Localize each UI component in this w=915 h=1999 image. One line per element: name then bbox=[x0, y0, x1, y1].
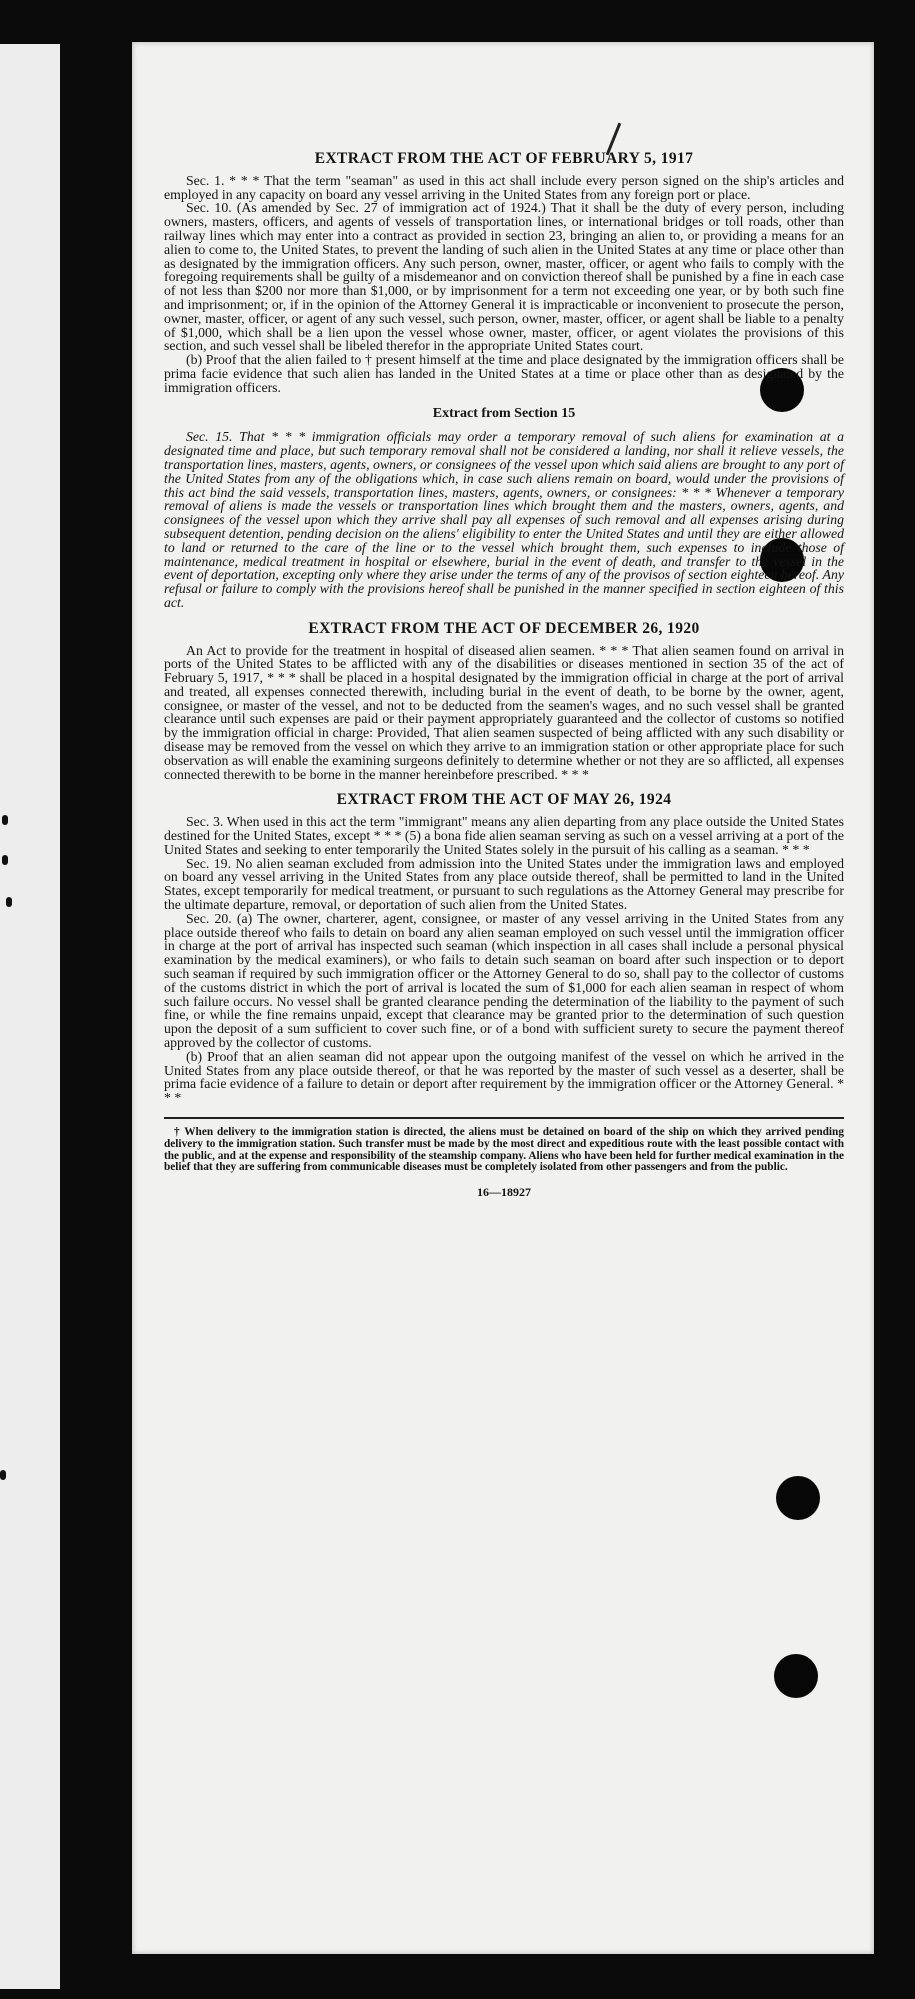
edge-mark bbox=[2, 815, 8, 825]
footnote-divider bbox=[164, 1117, 844, 1119]
paragraph-sec-20-b: (b) Proof that an alien seaman did not appear upon the outgoing manifest of the vessel on which he arrived in the United States from any place outside thereof, or that he was reported by the master of such vessel as a deserter, shall be prima facie evidence of a failure to detain or deport after requirement by the immigration officer or the Attorney General. * * * bbox=[164, 1048, 844, 1106]
document-text bbox=[164, 152, 844, 1200]
section-15-body bbox=[164, 430, 844, 609]
footnote bbox=[164, 1127, 844, 1174]
scanned-document-page bbox=[132, 42, 874, 1954]
paragraph-sec-19: Sec. 19. No alien seaman excluded from admission into the United States under the immigration laws and employed on board any vessel arriving in the United States from any place outside thereof, shall be permitted to land in the United States, except temporarily for medical treatment, or pursuant to such regulations as the Attorney General may prescribe for the ultimate departure, removal, or deportation of such alien from the United States. bbox=[164, 855, 844, 913]
adjacent-page-strip bbox=[0, 44, 60, 1989]
paragraph-sec-15: Sec. 15. That * * * immigration officials may order a temporary removal of such aliens for examination at a designated time and place, but such temporary removal shall not be considered a landing, nor shall it relieve vessels, the transportation lines, masters, agents, owners, or consignees of the vessel upon which said aliens are brought to any port of the United States from any of the obligations which, in case such aliens remain on board, would under the provisions of this act bind the said vessels, transportation lines, masters, agents, owners, or consignees: * * * Whenever a temporary removal of aliens is made the vessels or transportation lines which brought them and the masters, owners, agents, and consignees of the vessel upon which they arrive shall pay all expenses of such removal and all expenses arising during subsequent detention, pending decision on the aliens' eligibility to enter the United States and until they are either allowed to land or returned to the care of the line or to the vessel which brought them, such expenses to include those of maintenance, medical treatment in hospital or elsewhere, burial in the event of death, and transfer to the vessel in the event of deportation, excepting only where they arise under the terms of any of the provisos of section eighteen hereof. Any refusal or failure to comply with the provisions hereof shall be punished in the manner specified in section eighteen of this act. bbox=[164, 429, 844, 610]
edge-mark bbox=[6, 897, 12, 907]
section-1917-body bbox=[164, 174, 844, 395]
paragraph-act-1920: An Act to provide for the treatment in hospital of diseased alien seamen. * * * That alien seamen found on arrival in ports of the United States to be afflicted with any of the disabilities or diseases mentioned in section 35 of the act of February 5, 1917, * * * shall be placed in a hospital designated by the immigration official in charge at the port of arrival and treated, all expenses connected therewith, including burial in the event of death, to be borne by the owner, agent, consignee, or master of the vessel, and not to be deducted from the seamen's wages, and no such vessel shall be granted clearance until such expenses are paid or their payment appropriately guaranteed and the collector of customs so notified by the immigration official in charge: Provided, That alien seamen suspected of being afflicted with any such disability or disease may be removed from the vessel on which they arrive to an immigration station or other appropriate place for such observation as will enable the examining surgeons definitely to determine whether or not they are so afflicted, all expenses connected therewith to be borne in the manner hereinbefore prescribed. * * * bbox=[164, 642, 844, 782]
section-heading-act-1920: EXTRACT FROM THE ACT OF DECEMBER 26, 1920 bbox=[308, 619, 700, 637]
section-1924-body bbox=[164, 815, 844, 1105]
edge-mark bbox=[0, 1470, 6, 1480]
paragraph-sec-20-a: Sec. 20. (a) The owner, charterer, agent, consignee, or master of any vessel arriving in the United States from any place outside thereof who fails to detain on board any alien seaman employed on such vessel until the immigration officer in charge at the port of arrival has inspected such seaman (which inspection in all cases shall include a personal physical examination by the medical examiners), or who fails to detain such seaman on board after such inspection or to deport such seaman if required by such immigration officer or the Attorney General to do so, shall pay to the collector of customs of the customs district in which the port of arrival is located the sum of $1,000 for each alien seaman in respect of whom such failure occurs. No vessel shall be granted clearance pending the determination of the liability to the payment of such fine, or while the fine remains unpaid, except that clearance may be granted prior to the determination of such question upon the deposit of a sum sufficient to cover such fine, or of a bond with sufficient surety to secure the payment thereof approved by the collector of customs. bbox=[164, 910, 844, 1051]
section-1920-body bbox=[164, 644, 844, 782]
edge-mark bbox=[2, 855, 8, 865]
punch-hole bbox=[776, 1476, 820, 1520]
paragraph-sec-10-b: (b) Proof that the alien failed to † present himself at the time and place designated by the immigration officers shall be prima facie evidence that such alien has landed in the United States at a time or place other than as designated by the immigration officers. bbox=[164, 352, 844, 395]
section-heading-section-15: Extract from Section 15 bbox=[432, 405, 576, 421]
punch-hole bbox=[774, 1654, 818, 1698]
form-number: 16—18927 bbox=[477, 1185, 531, 1200]
paragraph-sec-1: Sec. 1. * * * That the term "seaman" as used in this act shall include every person signed on the ship's articles and employed in any capacity on board any vessel arriving in the United States from any foreign port or place. bbox=[164, 172, 844, 202]
section-heading-act-1917: EXTRACT FROM THE ACT OF FEBRUARY 5, 1917 bbox=[314, 150, 694, 167]
footnote-text: † When delivery to the immigration station is directed, the aliens must be detained on board of the ship on which they arrived pending delivery to the immigration station. Such transfer must be made by the most direct and expeditious route with the least possible contact with the public, and at the expense and responsibility of the steamship company. Aliens who have been held for further medical examination in the belief that they are suffering from communicable diseases must be completely isolated from other passengers and from the public. bbox=[164, 1126, 844, 1174]
section-heading-act-1924: EXTRACT FROM THE ACT OF MAY 26, 1924 bbox=[336, 791, 672, 809]
paragraph-sec-10: Sec. 10. (As amended by Sec. 27 of immigration act of 1924.) That it shall be the duty of every person, including owners, masters, officers, and agents of vessels of transportation lines, or international bridges or toll roads, other than railway lines which may enter into a contract as provided in section 23, bringing an alien to, or providing a means for an alien to come to, the United States, to prevent the landing of such alien in the United States at any time or place other than as designated by the immigration officers. Any such person, owner, master, officer, or agent who fails to comply with the foregoing requirements shall be guilty of a misdemeanor and on conviction thereof shall be punished by a fine in each case of not less than $200 nor more than $1,000, or by imprisonment for a term not exceeding one year, or by both such fine and imprisonment; or, if in the opinion of the Attorney General it is impracticable or inconvenient to prosecute the person, owner, master, officer, or agent of any such vessel, such person, owner, master, officer, or agent shall be liable to a penalty of $1,000, which shall be a lien upon the vessel whose owner, master, officer, or agent violates the provisions of this section, and such vessel shall be libeled therefor in the appropriate United States court. bbox=[164, 200, 844, 354]
paragraph-sec-3: Sec. 3. When used in this act the term "immigrant" means any alien departing from any place outside the United States destined for the United States, except * * * (5) a bona fide alien seaman serving as such on a vessel arriving at a port of the United States and seeking to enter temporarily the United States solely in the pursuit of his calling as a seaman. * * * bbox=[164, 814, 844, 857]
